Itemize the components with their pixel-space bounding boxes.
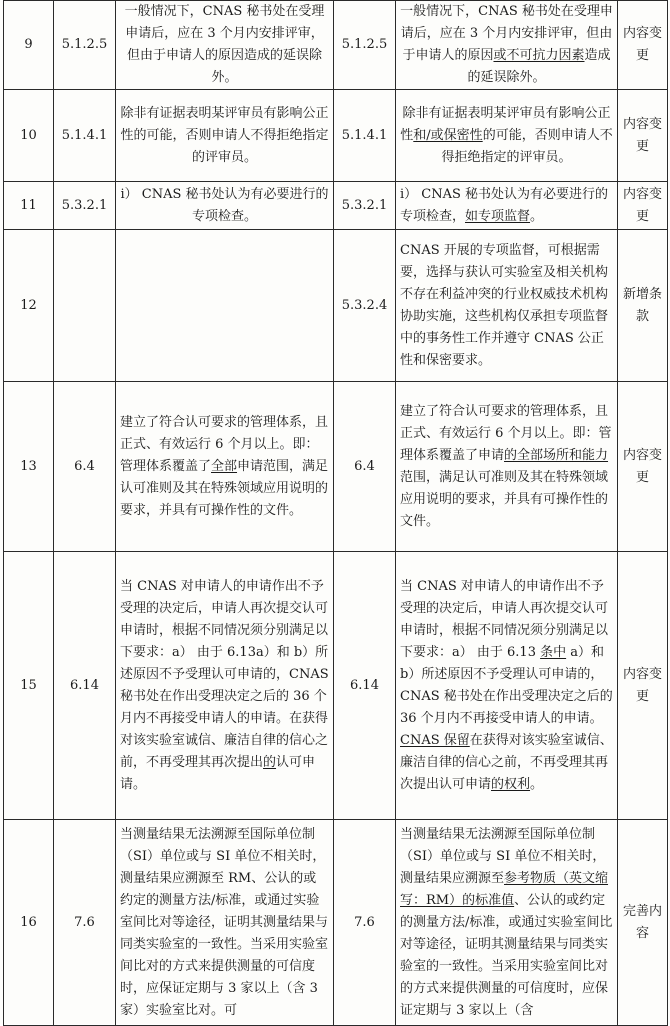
clause-text: 除非有证据表明某评审员有影响公正性	[400, 105, 611, 143]
underlined-revision-text: 的全部场所和能力	[504, 447, 609, 463]
clause-text: 当 CNAS 对申请人的申请作出不予受理的决定后，申请人再次提交认可申请时，根据不同情况须分别满足以下要求：a） 由于 6.13a）和 b）所述原因不予受理认可申请的，CNAS 秘书处在作出受理决定之后的 36 个月内不再接受申请人的申请。在获得对该实验室诚信、廉洁自律的信心之前，不再受理其再次提出	[120, 578, 329, 770]
clause-text: 建立了符合认可要求的管理体系，且正式、有效运行 6 个月以上。即：管理体系覆盖了	[120, 414, 329, 474]
table-row	[4, 552, 668, 820]
table-row	[4, 230, 668, 382]
revision-comparison-table	[3, 0, 668, 1026]
old-clause-number: 5.1.2.5	[54, 1, 116, 90]
clause-text: 。	[530, 208, 544, 224]
clause-text: 的可能，否则申请人不得拒绝指定的评审员。	[441, 127, 613, 165]
old-clause-number: 7.6	[54, 820, 116, 1026]
old-clause-number: 5.1.4.1	[54, 90, 116, 182]
change-type: 完善内容	[618, 820, 668, 1026]
old-clause-text	[116, 382, 334, 552]
clause-text: i） CNAS 秘书处认为有必要进行的专项检查，	[400, 186, 609, 224]
new-clause-number: 5.1.2.5	[334, 1, 396, 90]
new-clause-number: 5.3.2.1	[334, 182, 396, 230]
change-type: 内容变更	[618, 90, 668, 182]
new-clause-number: 6.4	[334, 382, 396, 552]
underlined-revision-text: 的权利	[491, 776, 531, 792]
clause-text: 除非有证据表明某评审员有影响公正性的可能，否则申请人不得拒绝指定的评审员。	[120, 105, 329, 165]
row-number: 9	[4, 1, 54, 90]
old-clause-text	[116, 1, 334, 90]
change-type: 内容变更	[618, 382, 668, 552]
underlined-revision-text: 如专项监督	[465, 208, 531, 224]
clause-text: 申请范围，满足认可准则及其在特殊领域应用说明的要求，并具有可操作性的文件。	[120, 458, 329, 518]
clause-text: 当测量结果无法溯源至国际单位制（SI）单位或与 SI 单位不相关时，测量结果应溯源至	[400, 826, 606, 886]
clause-text: 、公认的或约定的测量方法/标准，或通过实验室间比对等途径，证明其测量结果与同类实验室的一致性。当采用实验室间比对的方式来提供测量的可信度时，应保证定期与 3 家以上（含	[400, 892, 613, 1018]
row-number: 13	[4, 382, 54, 552]
old-clause-number: 5.3.2.1	[54, 182, 116, 230]
clause-text: 当测量结果无法溯源至国际单位制（SI）单位或与 SI 单位不相关时，测量结果应溯源至 RM、公认的或约定的测量方法/标准，或通过实验室间比对等途径，证明其测量结果与同类实验室的一致性。当采用实验室间比对的方式来提供测量的可信度时，应保证定期与 3 家以上（含 3 家）实验室比对。可	[120, 826, 329, 1018]
new-clause-text	[396, 230, 618, 382]
clause-text: 。	[530, 776, 544, 792]
old-clause-number: 6.14	[54, 552, 116, 820]
table-row	[4, 1, 668, 90]
underlined-revision-text: 的	[263, 754, 277, 770]
clause-text: i） CNAS 秘书处认为有必要进行的专项检查。	[120, 186, 329, 224]
underlined-revision-text: 参考物质（英文缩写：RM）的标准值	[400, 870, 609, 908]
clause-text: 当 CNAS 对申请人的申请作出不予受理的决定后，申请人再次提交认可申请时，根据不同情况须分别满足以下要求：a） 由于 6.13	[400, 578, 609, 660]
new-clause-number: 5.3.2.4	[334, 230, 396, 382]
new-clause-text	[396, 552, 618, 820]
new-clause-text	[396, 1, 618, 90]
table-row	[4, 820, 668, 1026]
row-number: 11	[4, 182, 54, 230]
underlined-revision-text: 或不可抗力因素	[493, 48, 585, 63]
new-clause-text	[396, 90, 618, 182]
old-clause-text	[116, 182, 334, 230]
underlined-revision-text: CNAS 保留	[400, 732, 470, 748]
change-type: 内容变更	[618, 1, 668, 90]
old-clause-text	[116, 230, 334, 382]
underlined-revision-text: 全部	[211, 458, 238, 474]
table-row	[4, 382, 668, 552]
change-type: 新增条款	[618, 230, 668, 382]
table-row	[4, 182, 668, 230]
old-clause-text	[116, 820, 334, 1026]
clause-text: 一般情况下，CNAS 秘书处在受理申请后，应在 3 个月内安排评审，但由于申请人的原因	[400, 4, 613, 63]
clause-text: 在获得对该实验室诚信、廉洁自律的信心之前，不再受理其再次提出认可申请	[400, 732, 613, 792]
old-clause-number	[54, 230, 116, 382]
row-number: 10	[4, 90, 54, 182]
new-clause-text	[396, 820, 618, 1026]
change-type: 内容变更	[618, 552, 668, 820]
underlined-revision-text: 和/或保密性	[413, 127, 483, 143]
row-number: 12	[4, 230, 54, 382]
clause-text: 建立了符合认可要求的管理体系，且正式、有效运行 6 个月以上。即：管理体系覆盖了申请	[400, 403, 612, 463]
row-number: 16	[4, 820, 54, 1026]
clause-text: 一般情况下，CNAS 秘书处在受理申请后，应在 3 个月内安排评审，但由于申请人的原因造成的延误除外。	[124, 4, 325, 85]
old-clause-number: 6.4	[54, 382, 116, 552]
clause-text: a）和 b）所述原因不予受理认可申请的，CNAS 秘书处在作出受理决定之后的 36 个月内不再接受申请人的申请。	[400, 644, 613, 726]
old-clause-text	[116, 90, 334, 182]
new-clause-text	[396, 182, 618, 230]
new-clause-number: 7.6	[334, 820, 396, 1026]
clause-text: 造成的延误除外。	[467, 48, 611, 85]
new-clause-text	[396, 382, 618, 552]
underlined-revision-text: 条中	[540, 644, 567, 660]
clause-text: CNAS 开展的专项监督，可根据需要，选择与获认可实验室及相关机构不存在利益冲突的行业权威技术机构协助实施，这些机构仅承担专项监督中的事务性工作并遵守 CNAS 公正性和保密要求。	[400, 242, 609, 368]
new-clause-number: 6.14	[334, 552, 396, 820]
old-clause-text	[116, 552, 334, 820]
clause-text: 范围，满足认可准则及其在特殊领域应用说明的要求，并具有可操作性的文件。	[400, 469, 609, 529]
new-clause-number: 5.1.4.1	[334, 90, 396, 182]
clause-text: 认可申请。	[120, 754, 316, 792]
change-type: 内容变更	[618, 182, 668, 230]
row-number: 15	[4, 552, 54, 820]
table-row	[4, 90, 668, 182]
